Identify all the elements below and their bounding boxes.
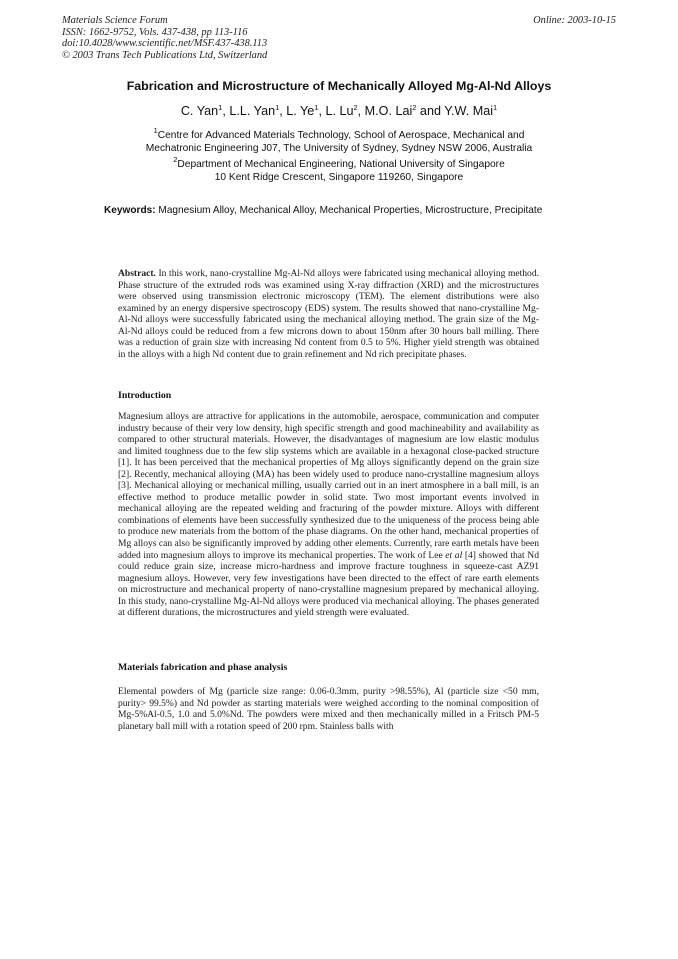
paper-title: Fabrication and Microstructure of Mechanically Alloyed Mg-Al-Nd Alloys (126, 79, 552, 93)
affiliation-line: Centre for Advanced Materials Technology, School of Aerospace, Mechanical and (157, 130, 525, 141)
introduction-heading: Introduction (118, 390, 172, 401)
affiliation-line: Mechatronic Engineering J07, The University of Sydney, Sydney NSW 2006, Australia (145, 143, 533, 155)
author-separator: , (279, 104, 287, 118)
journal-name: Materials Science Forum (62, 15, 168, 26)
keywords (104, 205, 574, 216)
keywords-text: Magnesium Alloy, Mechanical Alloy, Mechanical Properties, Microstructure, Precipitate (155, 205, 543, 216)
introduction-text-continued: [4] showed that Nd could reduce grain size, increase micro-hardness and improve fracture toughness in squeeze-cast AZ91 magnesium alloys. However, very few investigations have been directed to the effect of rare earth elements on microstructure and mechanical property of nano-crystalline magnesium prepared by mechanical alloying. In this study, nano-crystalline Mg-Al-Nd alloys were produced via mechanical alloying. The phases generated at different durations, the microstructures and yield strength were evaluated. (118, 549, 539, 619)
author-affiliation-mark: 1 (493, 103, 498, 112)
author-name: L.L. Yan (229, 104, 276, 118)
materials-paragraph: Elemental powders of Mg (particle size range: 0.06-0.3mm, purity >98.55%), Al (particle size <50 mm, purity> 99.5%) and Nd powder as starting materials were weighed according to the nominal composition of Mg-5%Al-0.5, 1.0 and 5.0%Nd. The powders were mixed and then mechanically milled in a Fritsch PM-5 planetary ball mill with a rotation speed of 200 rpm. Stainless balls with (118, 686, 539, 732)
issn-line: ISSN: 1662-9752, Vols. 437-438, pp 113-116 (62, 26, 248, 38)
affiliation-2 (0, 155, 678, 184)
journal-header (62, 15, 267, 61)
online-date: Online: 2003-10-15 (533, 15, 616, 26)
author-affiliation-mark: 1 (314, 103, 319, 112)
author-name: L. Lu (325, 104, 354, 118)
introduction-etal: et al (445, 549, 463, 561)
materials-heading: Materials fabrication and phase analysis (118, 662, 288, 673)
abstract (118, 268, 539, 360)
abstract-label: Abstract. (118, 268, 156, 279)
affiliation-line: Department of Mechanical Engineering, National University of Singapore (177, 159, 505, 170)
author-separator: , (318, 104, 326, 118)
affiliation-line: 10 Kent Ridge Crescent, Singapore 119260, Singapore (214, 172, 464, 184)
author-affiliation-mark: 2 (412, 103, 417, 112)
author-list (0, 104, 678, 118)
affiliation-1 (0, 126, 678, 155)
author-name: C. Yan (180, 104, 219, 118)
author-affiliation-mark: 1 (218, 103, 223, 112)
copyright-line: © 2003 Trans Tech Publications Ltd, Switzerland (62, 49, 268, 61)
keywords-label: Keywords: (104, 205, 156, 216)
author-separator: , (222, 104, 230, 118)
author-name: M.O. Lai (364, 104, 413, 118)
abstract-text: In this work, nano-crystalline Mg-Al-Nd alloys were fabricated using mechanical alloying method. Phase structure of the extruded rods was examined using X-ray diffraction (XRD) and the microstructures were observed using transmission electronic microscopy (TEM). The element distributions were also examined by an energy dispersive spectroscopy (EDS) system. The results showed that nano-crystalline Mg-Al-Nd alloys were successfully fabricated using the mechanical alloying method. The grain size of the Mg-Al-Nd alloys could be reduced from a few microns down to about 150nm after 30 hours ball milling. There was a reduction of grain size with increasing Nd content from 0.5 to 5%. Higher yield strength was obtained in the alloys with a high Nd content due to grain refinement and Nd rich precipitate phases. (118, 268, 539, 360)
author-affiliation-mark: 2 (353, 103, 358, 112)
affiliation-number: 1 (153, 126, 158, 135)
doi-line[interactable]: doi:10.4028/www.scientific.net/MSF.437-438.113 (62, 38, 268, 50)
author-name: Y.W. Mai (444, 104, 493, 118)
introduction-text: Magnesium alloys are attractive for applications in the automobile, aerospace, communication and computer industry because of their very low density, high specific strength and good machineability and availability as compared to other structural materials. However, the disadvantages of magnesium are low elastic modulus and limited toughness due to the few slip systems which are available in a hexagonal close-packed structure [1]. It has been perceived that the mechanical properties of Mg alloys significantly depend on the grain size [2]. Recently, mechanical alloying (MA) has been widely used to produce nano-crystalline magnesium alloys [3]. Mechanical alloying or mechanical milling, usually carried out in an inert atmosphere in a ball mill, is an effective method to produce metallic powder in solid state. Two most important events involved in mechanical alloying are the repeated welding and fracturing of the powder mixture. Alloys with different combinations of elements have been successfully synthesized due to the uniqueness of the process being able to produce new materials from the bottom of the phase diagrams. On the other hand, mechanical properties of Mg alloys can also be significantly improved by adding other elements. Currently, rare earth metals have been added into magnesium alloys to improve its mechanical properties. The work of Lee (118, 411, 539, 561)
author-affiliation-mark: 1 (275, 103, 280, 112)
author-name: L. Ye (286, 104, 315, 118)
introduction-paragraph (118, 411, 539, 619)
author-separator: and (416, 104, 445, 118)
author-separator: , (357, 104, 365, 118)
affiliation-number: 2 (173, 155, 178, 164)
